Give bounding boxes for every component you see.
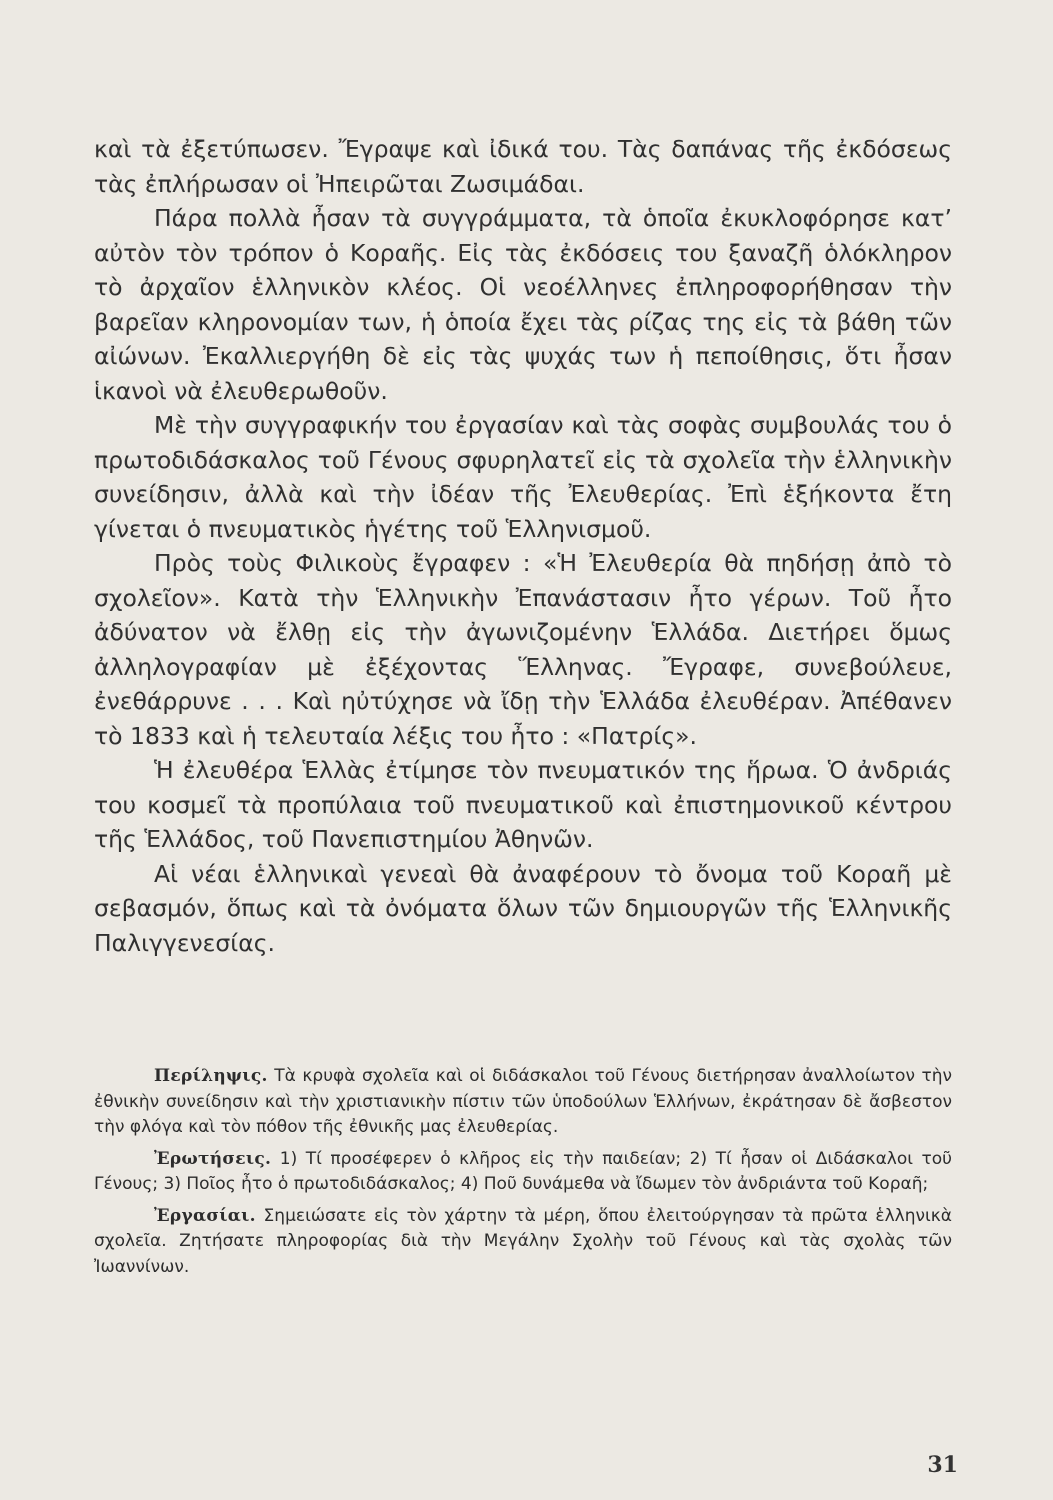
review-section (94, 1064, 952, 1286)
questions-block (94, 1147, 952, 1198)
summary-text: Τὰ κρυφὰ σχολεῖα καὶ οἱ διδάσκαλοι τοῦ Γένους διετήρησαν ἀναλλοίωτον τὴν ἐθνικὴν συνείδησιν καὶ τὴν χριστιανικὴν πίστιν τῶν ὑποδούλων Ἑλλήνων, ἐκράτησαν δὲ ἄσβεστον τὴν φλόγα καὶ τὸν πόθον τῆς ἐθνικῆς μας ἐλευθερίας. (94, 1066, 953, 1137)
paragraph: Αἱ νέαι ἑλληνικαὶ γενεαὶ θὰ ἀναφέρουν τὸ ὄνομα τοῦ Κοραῆ μὲ σεβασμόν, ὅπως καὶ τὰ ὀνόματα ὅλων τῶν δημιουργῶν τῆς Ἑλληνικῆς Παλιγγενεσίας. (94, 859, 952, 957)
tasks-label: Ἐργασίαι. (154, 1205, 256, 1226)
paragraph: καὶ τὰ ἐξετύπωσεν. Ἔγραψε καὶ ἰδικά του. Τὰς δαπάνας τῆς ἐκδόσεως τὰς ἐπλήρωσαν οἱ Ἠπειρῶται Ζωσιμάδαι. (94, 135, 952, 198)
paragraph: Πρὸς τοὺς Φιλικοὺς ἔγραφεν : «Ἡ Ἐλευθερία θὰ πηδήσῃ ἀπὸ τὸ σχολεῖον». Κατὰ τὴν Ἑλληνικὴν Ἐπανάστασιν ἦτο γέρων. Τοῦ ἦτο ἀδύνατον νὰ ἔλθῃ εἰς τὴν ἀγωνιζομένην Ἑλλάδα. Διετήρει ὅμως ἀλληλογραφίαν μὲ ἐξέχοντας Ἕλληνας. Ἔγραφε, συνεβούλευε, ἐνεθάρρυνε . . . Καὶ ηὐτύχησε νὰ ἴδῃ τὴν Ἑλλάδα ἐλευθέραν. Ἀπέθανεν τὸ 1833 καὶ ἡ τελευταία λέξις του ἦτο : «Πατρίς». (94, 549, 952, 750)
main-text (94, 132, 952, 960)
tasks-text: Σημειώσατε εἰς τὸν χάρτην τὰ μέρη, ὅπου ἐλειτούργησαν τὰ πρῶτα ἑλληνικὰ σχολεῖα. Ζητήσατε πληροφορίας διὰ τὴν Μεγάλην Σχολὴν τοῦ Γένους καὶ τὰς σχολὰς τῶν Ἰωαννίνων. (94, 1205, 952, 1277)
questions-text: 1) Τί προσέφερεν ὁ κλῆρος εἰς τὴν παιδείαν; 2) Τί ἦσαν οἱ Διδάσκαλοι τοῦ Γένους; 3) Ποῖος ἦτο ὁ πρωτοδιδάσκαλος; 4) Ποῦ δυνάμεθα νὰ ἴδωμεν τὸν ἀνδριάντα τοῦ Κοραῆ; (94, 1148, 952, 1194)
summary-block (94, 1064, 952, 1141)
paragraph: Μὲ τὴν συγγραφικήν του ἐργασίαν καὶ τὰς σοφὰς συμβουλάς του ὁ πρωτοδιδάσκαλος τοῦ Γένους σφυρηλατεῖ εἰς τὰ σχολεῖα τὴν ἑλληνικὴν συνείδησιν, ἀλλὰ καὶ τὴν ἰδέαν τῆς Ἐλευθερίας. Ἐπὶ ἑξήκοντα ἔτη γίνεται ὁ πνευματικὸς ἡγέτης τοῦ Ἑλληνισμοῦ. (94, 411, 952, 543)
tasks-block (94, 1204, 952, 1281)
paragraph: Ἡ ἐλευθέρα Ἑλλὰς ἐτίμησε τὸν πνευματικόν της ἥρωα. Ὁ ἀνδριάς του κοσμεῖ τὰ προπύλαια τοῦ πνευματικοῦ καὶ ἐπιστημονικοῦ κέντρου τῆς Ἑλλάδος, τοῦ Πανεπιστημίου Ἀθηνῶν. (94, 756, 952, 853)
questions-label: Ἐρωτήσεις. (154, 1148, 272, 1169)
paragraph: Πάρα πολλὰ ἦσαν τὰ συγγράμματα, τὰ ὁποῖα ἐκυκλοφόρησε κατ’ αὐτὸν τὸν τρόπον ὁ Κοραῆς. Εἰς τὰς ἐκδόσεις του ξαναζῆ ὁλόκληρον τὸ ἀρχαῖον ἑλληνικὸν κλέος. Οἱ νεοέλληνες ἐπληροφορήθησαν τὴν βαρεῖαν κληρονομίαν των, ἡ ὁποία ἔχει τὰς ρίζας της εἰς τὰ βάθη τῶν αἰώνων. Ἐκαλλιεργήθη δὲ εἰς τὰς ψυχάς των ἡ πεποίθησις, ὅτι ἦσαν ἱκανοὶ νὰ ἐλευθερωθοῦν. (94, 204, 952, 405)
page-number: 31 (927, 1452, 958, 1478)
summary-label: Περίληψις. (154, 1066, 268, 1086)
